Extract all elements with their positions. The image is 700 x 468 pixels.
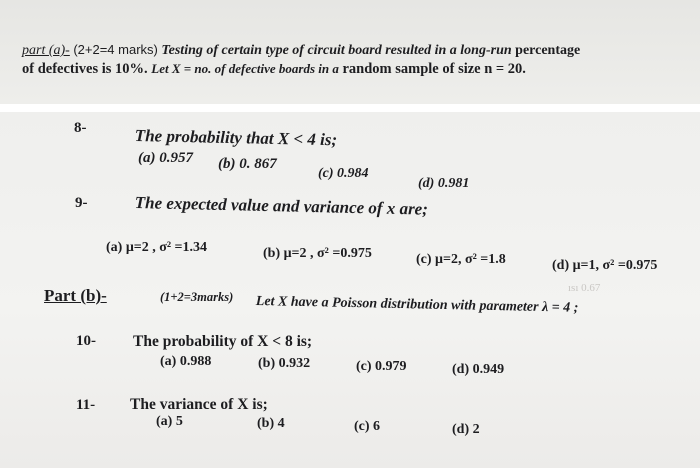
question-8-option-c: (c) 0.984 [318, 166, 369, 181]
question-10-option-d: (d) 0.949 [452, 362, 505, 377]
part-a-line-2 [22, 61, 526, 78]
question-8-number: 8- [74, 120, 87, 136]
part-b-marks: (1+2=3marks) [160, 290, 234, 304]
question-9-option-a: (a) μ=2 , σ² =1.34 [106, 240, 208, 255]
question-11-option-a: (a) 5 [156, 414, 183, 429]
question-9-number: 9- [75, 195, 88, 211]
question-11-text: The variance of X is; [130, 396, 268, 413]
question-11-option-c: (c) 6 [354, 419, 381, 434]
question-8-text: The probability that X < 4 is; [134, 126, 338, 150]
question-10-text: The probability of X < 8 is; [133, 333, 313, 350]
part-a-text-2-mid: Let X = no. of defective boards in a [151, 61, 339, 76]
question-10-option-c: (c) 0.979 [356, 359, 407, 374]
question-11-option-d: (d) 2 [452, 422, 480, 437]
question-9-option-c: (c) μ=2, σ² =1.8 [416, 252, 506, 267]
part-a-text-2-end: random sample of size n = 20. [342, 61, 526, 77]
part-a-label: part (a)- [22, 43, 70, 58]
part-b-label: Part (b)- [44, 286, 107, 305]
part-a-text-1: Testing of certain type of circuit board resulted in a long-run [161, 43, 512, 58]
question-10-option-b: (b) 0.932 [258, 356, 311, 371]
strip-gap [0, 104, 700, 112]
part-a-marks: (2+2=4 marks) [73, 42, 158, 57]
question-9-text: The expected value and variance of x are; [134, 193, 429, 219]
part-a-text-2-start: of defectives is 10%. [22, 61, 148, 77]
question-8-option-a: (a) 0.957 [138, 150, 193, 166]
question-8-option-d: (d) 0.981 [418, 176, 470, 191]
question-9-option-d: (d) μ=1, σ² =0.975 [552, 258, 658, 273]
part-a-line-1 [22, 42, 580, 59]
question-11-option-b: (b) 4 [257, 416, 285, 431]
question-11-number: 11- [76, 397, 96, 413]
question-8-option-b: (b) 0. 867 [218, 156, 277, 172]
question-9-option-b: (b) μ=2 , σ² =0.975 [263, 246, 372, 261]
question-10-option-a: (a) 0.988 [160, 354, 212, 369]
part-a-text-1-tail: percentage [515, 43, 581, 58]
faint-pencil-mark: ısı 0.67 [568, 282, 601, 294]
part-b-text: Let X have a Poisson distribution with parameter λ = 4 ; [255, 294, 579, 316]
question-10-number: 10- [76, 333, 96, 349]
